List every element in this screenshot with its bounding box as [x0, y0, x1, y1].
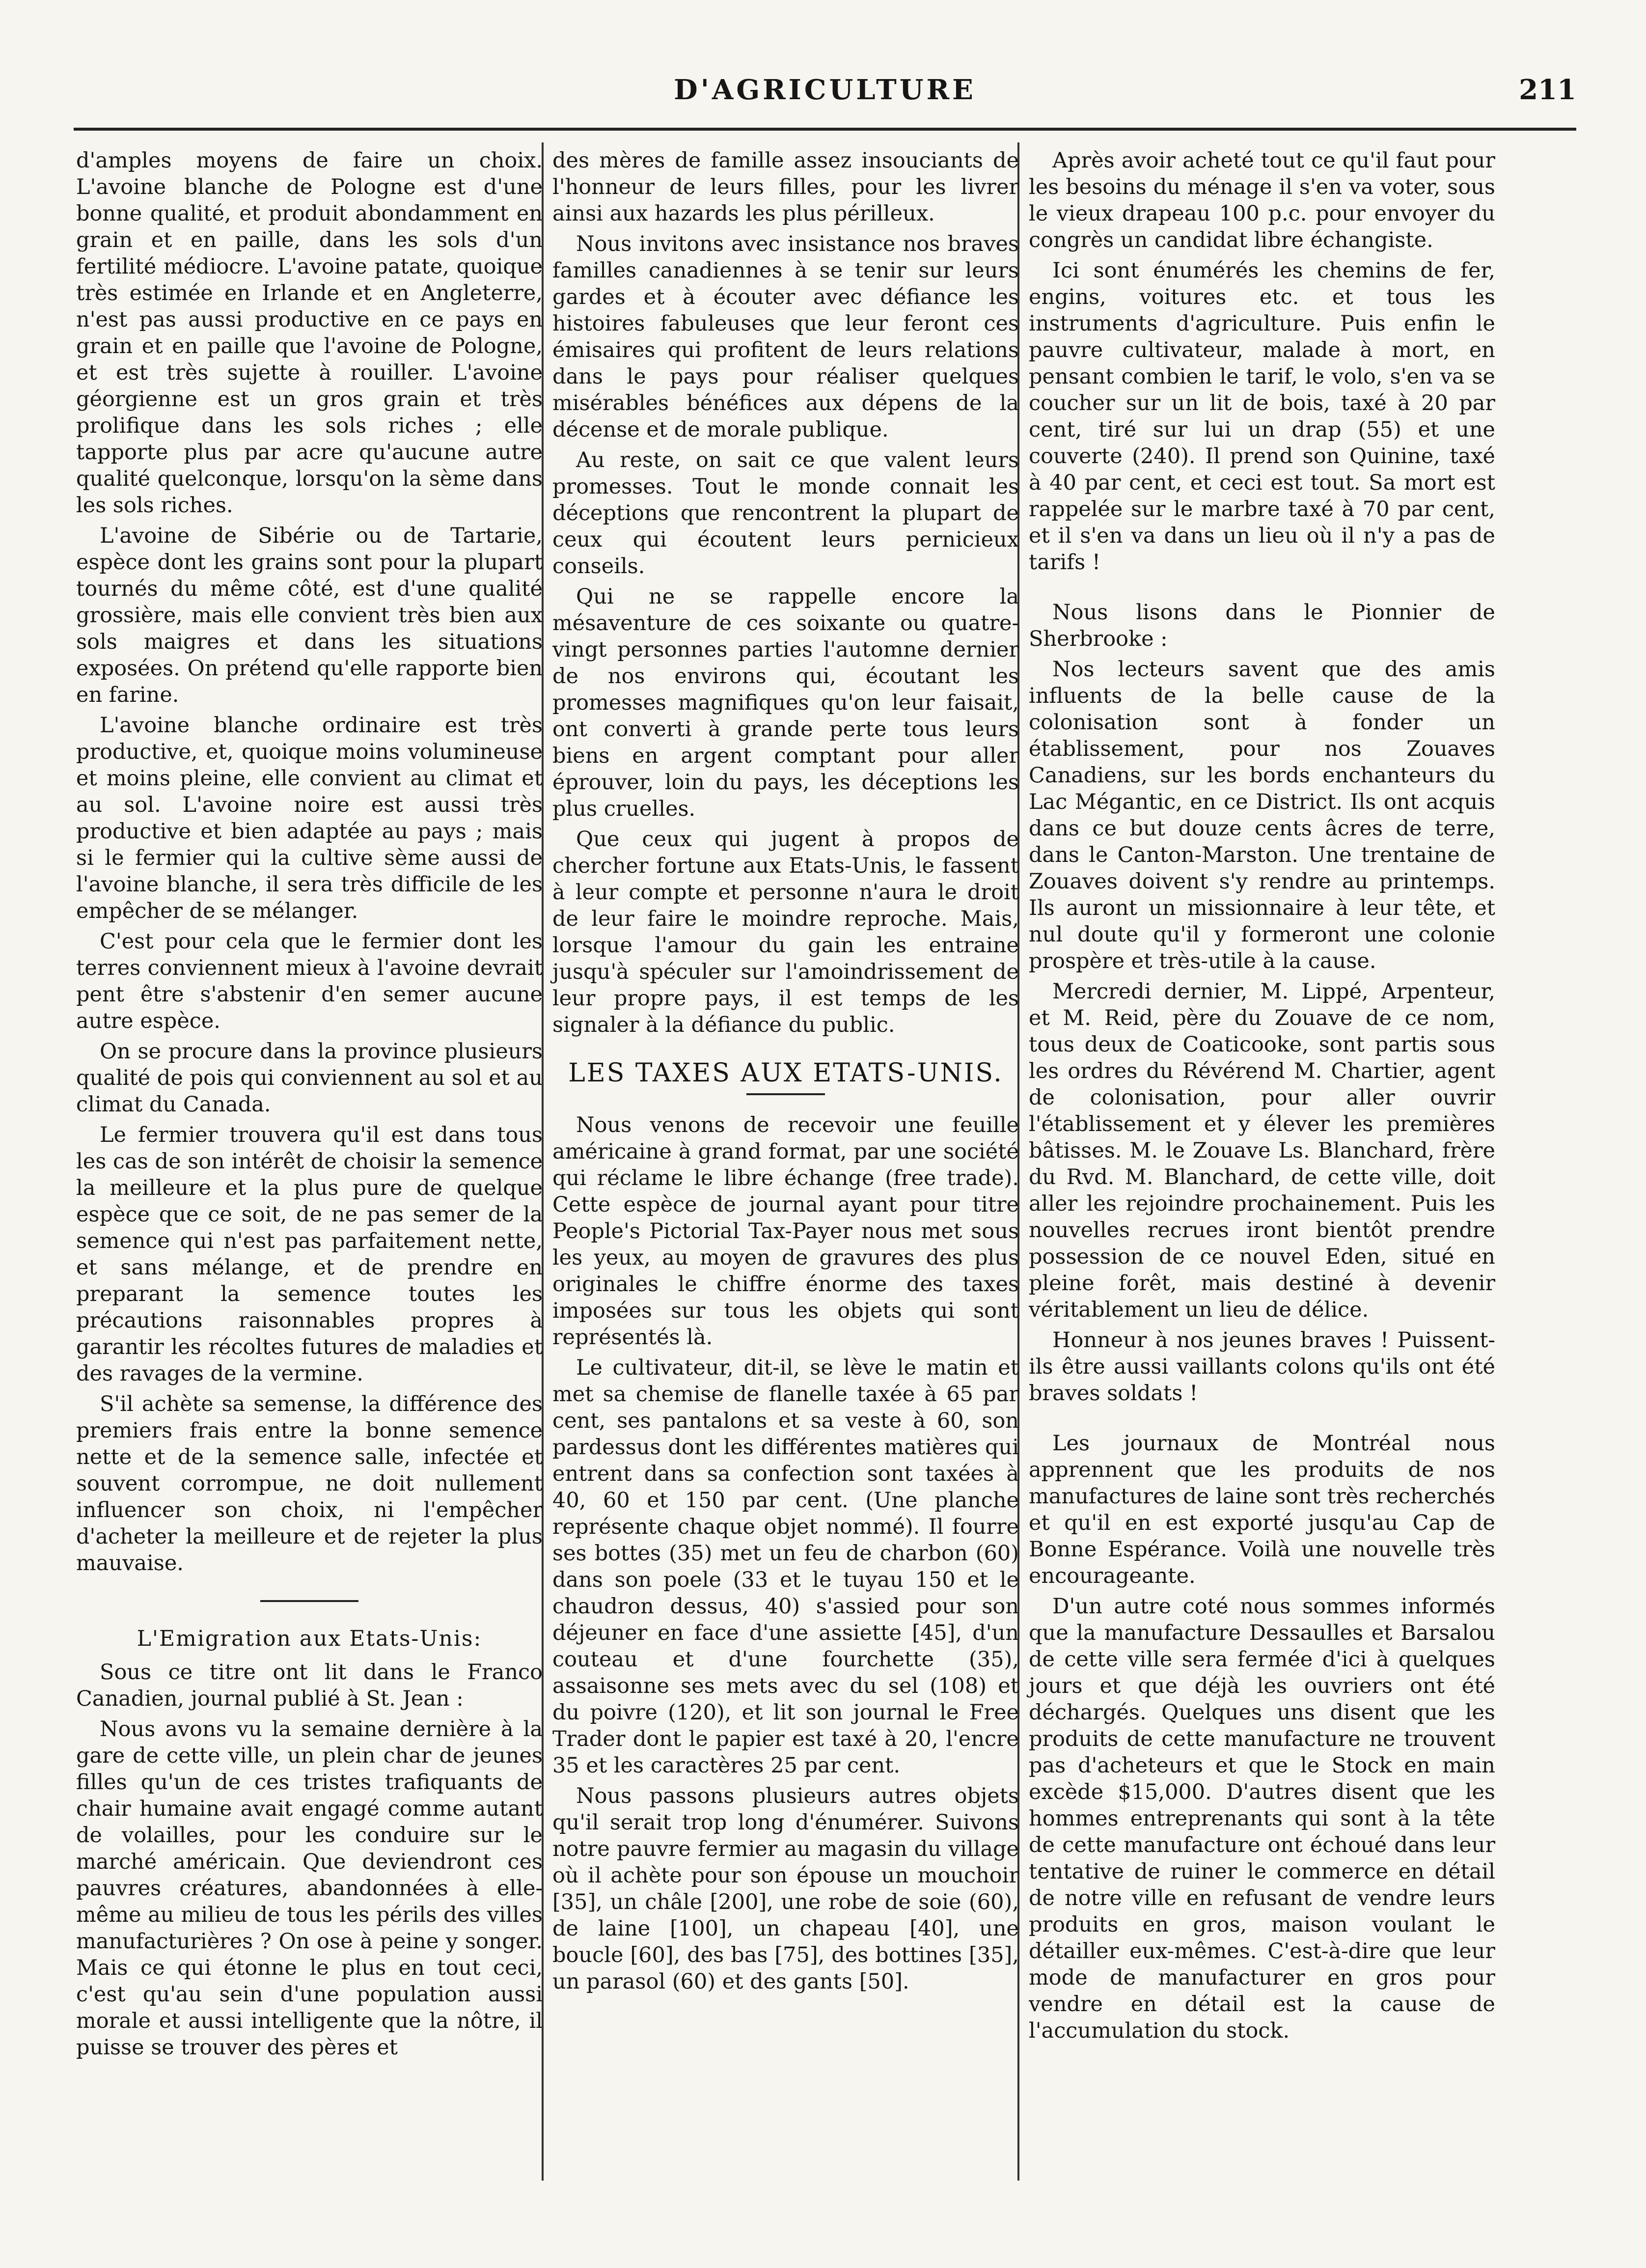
spacer: [1029, 580, 1495, 599]
paragraph: Mercredi dernier, M. Lippé, Arpenteur, et M. Reid, père du Zouave de ce nom, tous deux de Coaticooke, sont partis sous les ordres du Révérend M. Chartier, agent de colonisation, pour aller ouvrir l'établissement et y élever les premières bâtisses. M. le Zouave Ls. Blanchard, frère du Rvd. M. Blanchard, de cette ville, doit aller les rejoindre prochainement. Puis les nouvelles recrues iront bientôt prendre possession de ce nouvel Eden, situé en pleine forêt, mais destiné à devenir véritablement un lieu de délice.: [1029, 979, 1495, 1322]
paragraph: S'il achète sa semense, la différence des premiers frais entre la bonne semence nette et de la semence salle, infectée et souvent corrompue, ne doit nullement influencer son choix, ni l'empêcher d'acheter la meilleure et de rejeter la plus mauvaise.: [76, 1392, 543, 1576]
paragraph: d'amples moyens de faire un choix. L'avoine blanche de Pologne est d'une bonne qualité, et produit abondamment en grain et en paille, dans les sols d'un fertilité médiocre. L'avoine patate, quoique très estimée en Irlande et en Angleterre, n'est pas aussi productive en ce pays en grain et en paille que l'avoine de Pologne, et est très sujette à rouiller. L'avoine géorgienne est un gros grain et très prolifique dans les sols riches ; elle tapporte plus par acre qu'aucune autre qualité quelconque, lorsqu'on la sème dans les sols riches.: [76, 148, 543, 518]
paragraph: Le cultivateur, dit-il, se lève le matin et met sa chemise de flanelle taxée à 65 par cent, ses pantalons et sa veste à 60, son pardessus dont les différentes matières qui entrent dans sa confection sont taxées à 40, 60 et 150 par cent. (Une planche représente chaque objet nommé). Il fourre ses bottes (35) met un feu de charbon (60) dans son poele (33 et le tuyau 150 et le chaudron dessus, 40) s'assied pour son déjeuner en face d'une assiette [45], d'un couteau et d'une fourchette (35), assaisonne ses mets avec du sel (108) et du poivre (120), et lit son journal le Free Trader dont le papier est taxé à 20, l'encre 35 et les caractères 25 par cent.: [552, 1355, 1019, 1778]
paragraph: Nous lisons dans le Pionnier de Sherbrooke :: [1029, 600, 1495, 651]
title-underline: [746, 1093, 825, 1095]
paragraph: Nos lecteurs savent que des amis influents de la belle cause de la colonisation sont à fonder un établissement, pour nos Zouaves Canadiens, sur les bords enchanteurs du Lac Mégantic, en ce District. Ils ont acquis dans ce but douze cents âcres de terre, dans le Canton-Marston. Une trentaine de Zouaves doivent s'y rendre au printemps. Ils auront un missionnaire à leur tête, et nul doute qu'il y formeront une colonie prospère et très-utile à la cause.: [1029, 657, 1495, 973]
paragraph: Le fermier trouvera qu'il est dans tous les cas de son intérêt de choisir la semence la meilleure et la plus pure de quelque espèce que ce soit, de ne pas semer de la semence qui n'est pas parfaitement nette, et sans mélange, et de prendre en preparant la semence toutes les précautions raisonnables propres à garantir les récoltes futures de maladies et des ravages de la vermine.: [76, 1123, 543, 1386]
paragraph: Ici sont énumérés les chemins de fer, engins, voitures etc. et tous les instruments d'agriculture. Puis enfin le pauvre cultivateur, malade à mort, en pensant combien le tarif, le volo, s'en va se coucher sur un lit de bois, taxé à 20 par cent, tiré sur lui un drap (55) et une couverte (240). Il prend son Quinine, taxé à 40 par cent, et ceci est tout. Sa mort est rappelée sur le marbre taxé à 70 par cent, et il s'en va dans un lieu où il n'y a pas de tarifs !: [1029, 258, 1495, 575]
paragraph: Nous venons de recevoir une feuille américaine à grand format, par une société qui réclame le libre échange (free trade). Cette espèce de journal ayant pour titre People's Pictorial Tax-Payer nous met sous les yeux, au moyen de gravures des plus originales le chiffre énorme des taxes imposées sur tous les objets qui sont représentés là.: [552, 1113, 1019, 1350]
paragraph: Qui ne se rappelle encore la mésaventure de ces soixante ou quatre-vingt personnes parties l'automne dernier de nos environs qui, écoutant les promesses magnifiques qu'on leur faisait, ont converti à grande perte tous leurs biens en argent comptant pour aller éprouver, loin du pays, les déceptions les plus cruelles.: [552, 584, 1019, 821]
paragraph: Au reste, on sait ce que valent leurs promesses. Tout le monde connait les déceptions que rencontrent la plupart de ceux qui écoutent leurs pernicieux conseils.: [552, 448, 1019, 579]
paragraph: On se procure dans la province plusieurs qualité de pois qui conviennent au sol et au climat du Canada.: [76, 1039, 543, 1117]
spacer: [1029, 1411, 1495, 1430]
paragraph: Nous avons vu la semaine dernière à la gare de cette ville, un plein char de jeunes filles qu'un de ces tristes trafiquants de chair humaine avait engagé comme autant de volailles, pour les conduire sur le marché américain. Que deviendront ces pauvres créatures, abandonnées à elle-même au milieu de tous les périls des villes manufacturières ? On ose à peine y songer. Mais ce qui étonne le plus en tout ceci, c'est qu'au sein d'une population aussi morale et aussi intelligente que la nôtre, il puisse se trouver des pères et: [76, 1717, 543, 2060]
paragraph: Honneur à nos jeunes braves ! Puissent-ils être aussi vaillants colons qu'ils ont été braves soldats !: [1029, 1328, 1495, 1406]
section-separator: [260, 1600, 358, 1602]
paragraph: Que ceux qui jugent à propos de chercher fortune aux Etats-Unis, le fassent à leur compte et personne n'aura le droit de leur faire le moindre reproche. Mais, lorsque l'amour du gain les entraine jusqu'à spéculer sur l'amoindrissement de leur propre pays, il est temps de les signaler à la défiance du public.: [552, 827, 1019, 1037]
column-3: [1029, 147, 1495, 2048]
paragraph: Les journaux de Montréal nous apprennent que les produits de nos manufactures de laine sont très recherchés et qu'il en est exporté jusqu'au Cap de Bonne Espérance. Voilà une nouvelle très encourageante.: [1029, 1431, 1495, 1588]
paragraph: Nous passons plusieurs autres objets qu'il serait trop long d'énumérer. Suivons notre pauvre fermier au magasin du village où il achète pour son épouse un mouchoir [35], un châle [200], une robe de soie (60), de laine [100], un chapeau [40], une boucle [60], des bas [75], des bottines [35], un parasol (60) et des gants [50].: [552, 1784, 1019, 1994]
paragraph: C'est pour cela que le fermier dont les terres conviennent mieux à l'avoine devrait pent être s'abstenir d'en semer aucune autre espèce.: [76, 929, 543, 1033]
section-title-emigration: L'Emigration aux Etats-Unis:: [137, 1626, 482, 1651]
paragraph: Sous ce titre ont lit dans le Franco Canadien, journal publié à St. Jean :: [76, 1660, 543, 1711]
paragraph: D'un autre coté nous sommes informés que la manufacture Dessaulles et Barsalou de cette ville sera fermée d'ici à quelques jours et que déjà les ouvriers ont été déchargés. Quelques uns disent que les produits de cette manufacture ne trouvent pas d'acheteurs et que le Stock en main excède $15,000. D'autres disent que les hommes entreprenants qui sont à la tête de cette manufacture ont échoué dans leur tentative de ruiner le commerce en détail de notre ville en refusant de vendre leurs produits en gros, maison voulant le détailler eux-mêmes. C'est-à-dire que leur mode de manufacturer en gros pour vendre en détail est la cause de l'accumulation du stock.: [1029, 1594, 1495, 2043]
paragraph: L'avoine blanche ordinaire est très productive, et, quoique moins volumineuse et moins pleine, elle convient au climat et au sol. L'avoine noire est aussi très productive et bien adaptée au pays ; mais si le fermier qui la cultive sème aussi de l'avoine blanche, il sera très difficile de les empêcher de se mélanger.: [76, 713, 543, 923]
paragraph: Nous invitons avec insistance nos braves familles canadiennes à se tenir sur leurs gardes et à écouter avec défiance les histoires fabuleuses que leur feront ces émisaires qui profitent de leurs relations dans le pays pour réaliser quelques misérables bénéfices aux dépens de la décense et de morale publique.: [552, 232, 1019, 442]
column-2: [552, 147, 1019, 1999]
section-title-taxes: LES TAXES AUX ETATS-UNIS.: [568, 1058, 1003, 1088]
running-head: D'AGRICULTURE: [674, 74, 976, 106]
page-number: 211: [1519, 74, 1576, 106]
paragraph: des mères de famille assez insouciants de l'honneur de leurs filles, pour les livrer ainsi aux hazards les plus périlleux.: [552, 148, 1019, 226]
column-1: [76, 147, 543, 2065]
paragraph: L'avoine de Sibérie ou de Tartarie, espèce dont les grains sont pour la plupart tournés du même côté, est d'une qualité grossière, mais elle convient très bien aux sols maigres et dans les situations exposées. On prétend qu'elle rapporte bien en farine.: [76, 524, 543, 707]
page-header: [74, 59, 1576, 131]
paragraph: Après avoir acheté tout ce qu'il faut pour les besoins du ménage il s'en va voter, sous le vieux drapeau 100 p.c. pour envoyer du congrès un candidat libre échangiste.: [1029, 148, 1495, 252]
